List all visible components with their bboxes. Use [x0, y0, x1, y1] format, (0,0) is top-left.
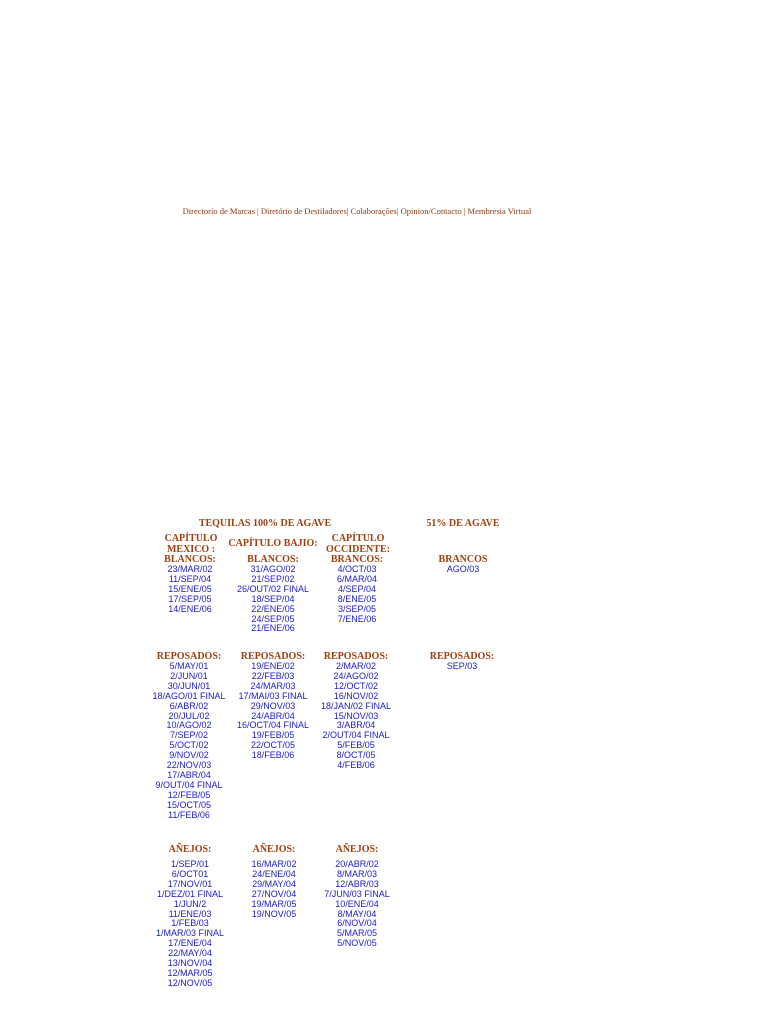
date-link[interactable]: 16/OCT/04 FINAL: [236, 720, 310, 731]
date-link[interactable]: 6/ABR/02: [169, 700, 209, 711]
anejos-occidente-label: AÑEJOS:: [335, 844, 379, 855]
date-link[interactable]: 29/NOV/03: [250, 700, 296, 711]
date-link[interactable]: 5/NOV/05: [337, 938, 377, 949]
date-link[interactable]: 19/MAR/05: [251, 898, 297, 909]
date-link[interactable]: 12/NOV/05: [167, 977, 213, 988]
chapter-bajio-title: CAPÍTULO BAJIO:: [228, 538, 318, 549]
date-link[interactable]: 19/ENE/02: [251, 661, 295, 671]
brancos-occidente-label: BRANCOS:: [330, 554, 384, 565]
date-link[interactable]: 7/ENE/06: [337, 613, 377, 624]
date-link[interactable]: 22/MAY/04: [168, 948, 212, 959]
date-link[interactable]: 16/MAR/02: [251, 859, 297, 869]
date-link[interactable]: 12/MAR/05: [167, 967, 213, 978]
date-link[interactable]: 1/FEB/03: [171, 918, 209, 929]
date-link[interactable]: 2/JUN/01: [170, 670, 208, 681]
date-link[interactable]: 12/OCT/02: [333, 680, 379, 691]
blancos-mexico-label: BLANCOS:: [164, 554, 216, 565]
date-link[interactable]: 21/ENE/06: [251, 623, 295, 634]
date-link[interactable]: 11/FEB/06: [168, 809, 210, 820]
date-link[interactable]: 1/DEZ/01 FINAL: [156, 888, 224, 899]
date-link[interactable]: 22/OCT/05: [250, 740, 296, 751]
date-link[interactable]: 24/MAR/03: [250, 680, 296, 691]
date-link[interactable]: 23/MAR/02: [167, 564, 213, 574]
date-link[interactable]: 1/SEP/01: [170, 859, 210, 869]
date-link[interactable]: 18/JAN/02 FINAL: [320, 700, 392, 711]
date-link[interactable]: 3/ABR/04: [336, 720, 376, 731]
date-link[interactable]: 24/ENE/04: [252, 868, 296, 879]
blancos-bajio-label: BLANCOS:: [247, 554, 299, 565]
chapter-occidente-title: CAPÍTULO OCCIDENTE:: [326, 533, 390, 555]
date-link[interactable]: 17/ENE/04: [168, 938, 212, 949]
date-link[interactable]: 18/FEB/06: [251, 750, 295, 761]
chapter-mexico-title: CAPÍTULO MEXICO :: [164, 533, 218, 555]
date-link[interactable]: 19/NOV/05: [251, 908, 297, 919]
nav-link-diretorio-destiladores[interactable]: Diretório de Destiladores: [260, 206, 347, 216]
date-link[interactable]: 21/SEP/02: [251, 573, 295, 584]
date-link[interactable]: 12/FEB/05: [167, 789, 211, 800]
date-link[interactable]: 6/MAR/04: [336, 573, 378, 584]
nav-link-membresia-virtual[interactable]: Membresia Virtual: [467, 206, 532, 216]
date-link[interactable]: 11/SEP/04: [168, 573, 212, 584]
agave-51-heading: 51% DE AGAVE: [426, 518, 500, 529]
date-link[interactable]: 22/ENE/05: [251, 603, 295, 614]
brancos-51-agave: [403, 554, 523, 575]
date-link[interactable]: 2/OUT/04 FINAL: [322, 730, 390, 741]
date-link[interactable]: 24/AGO/02: [333, 670, 379, 681]
date-link[interactable]: 29/MAY/04: [252, 878, 296, 889]
date-link[interactable]: 9/NOV/02: [169, 750, 209, 761]
nav-link-directorio-marcas[interactable]: Directorio de Marcas: [182, 206, 255, 216]
date-link[interactable]: 6/OCT01: [171, 868, 209, 879]
date-link[interactable]: 15/OCT/05: [166, 799, 212, 810]
column-title-occidente: [298, 533, 418, 555]
date-link[interactable]: 8/OCT/05: [336, 750, 376, 761]
date-link[interactable]: 6/NOV/04: [337, 918, 377, 929]
anejos-occidente: [297, 844, 417, 949]
date-link[interactable]: 17/SEP/05: [168, 593, 212, 604]
date-link[interactable]: 3/SEP/05: [337, 603, 377, 614]
date-link[interactable]: AGO/03: [446, 564, 480, 574]
date-link[interactable]: 1/MAR/03 FINAL: [155, 928, 225, 939]
date-link[interactable]: SEP/03: [446, 661, 478, 671]
date-link[interactable]: 22/NOV/03: [166, 760, 212, 771]
brancos-51-label: BRANCOS: [438, 554, 488, 565]
date-link[interactable]: 15/ENE/05: [168, 583, 212, 594]
date-link[interactable]: 13/NOV/04: [167, 958, 213, 969]
date-link[interactable]: 15/NOV/03: [333, 710, 379, 721]
date-link[interactable]: 20/JUL/02: [168, 710, 210, 721]
reposados-51-agave: [402, 651, 522, 672]
date-link[interactable]: 31/AGO/02: [250, 564, 296, 574]
date-link[interactable]: 26/OUT/02 FINAL: [236, 583, 310, 594]
date-link[interactable]: 8/ENE/05: [337, 593, 377, 604]
date-link[interactable]: 14/ENE/06: [168, 603, 212, 614]
reposados-51-label: REPOSADOS:: [429, 651, 495, 662]
date-link[interactable]: 10/AGO/02: [166, 720, 212, 731]
date-link[interactable]: 4/OCT/03: [337, 564, 377, 574]
date-link[interactable]: 22/FEB/03: [251, 670, 295, 681]
tequilas-100-agave-heading: TEQUILAS 100% DE AGAVE: [198, 518, 332, 529]
blancos-occidente: [297, 554, 417, 624]
date-link[interactable]: 5/MAR/05: [336, 928, 378, 939]
date-link[interactable]: 11/ENE/03: [168, 908, 212, 919]
date-link[interactable]: 24/ABR/04: [251, 710, 295, 721]
date-link[interactable]: 17/MAI/03 FINAL: [238, 690, 308, 701]
date-link[interactable]: 4/FEB/06: [337, 760, 375, 771]
date-link[interactable]: 20/ABR/02: [335, 859, 379, 869]
anejos-bajio-label: AÑEJOS:: [252, 844, 296, 855]
date-link[interactable]: 5/OCT/02: [169, 740, 209, 751]
date-link[interactable]: 4/SEP/04: [337, 583, 377, 594]
nav-link-colaboracoes[interactable]: Colaborações: [350, 206, 397, 216]
date-link[interactable]: 16/NOV/02: [333, 690, 379, 701]
anejos-mexico-label: AÑEJOS:: [168, 844, 212, 855]
date-link[interactable]: 8/MAR/03: [336, 868, 378, 879]
date-link[interactable]: 8/MAY/04: [337, 908, 377, 919]
date-link[interactable]: 18/AGO/01 FINAL: [152, 690, 226, 701]
reposados-bajio-label: REPOSADOS:: [240, 651, 306, 662]
date-link[interactable]: 12/ABR/03: [335, 878, 379, 889]
date-link[interactable]: 19/FEB/05: [251, 730, 295, 741]
date-link[interactable]: 27/NOV/04: [251, 888, 297, 899]
date-link[interactable]: 10/ENE/04: [335, 898, 379, 909]
reposados-occidente-label: REPOSADOS:: [323, 651, 389, 662]
date-link[interactable]: 18/SEP/04: [251, 593, 295, 604]
reposados-occidente: [296, 651, 416, 771]
date-link[interactable]: 9/OUT/04 FINAL: [155, 779, 223, 790]
reposados-mexico-label: REPOSADOS:: [156, 651, 222, 662]
date-link[interactable]: 5/FEB/05: [337, 740, 375, 751]
date-link[interactable]: 24/SEP/05: [251, 613, 295, 624]
date-link[interactable]: 1/JUN/2: [173, 898, 207, 909]
date-link[interactable]: 7/JUN/03 FINAL: [324, 888, 390, 899]
nav-link-opinion-contacto[interactable]: Opinion/Contacto: [400, 206, 462, 216]
date-link[interactable]: 30/JUN/01: [167, 680, 211, 691]
date-link[interactable]: 7/SEP/02: [169, 730, 209, 741]
date-link[interactable]: 2/MAR/02: [335, 661, 377, 671]
date-link[interactable]: 17/NOV/01: [167, 878, 213, 889]
date-link[interactable]: 5/MAY/01: [169, 661, 209, 671]
top-navigation: Directorio de Marcas | Diretório de Destiladores| Colaborações| Opinion/Contacto | Membresia Virtual: [182, 206, 532, 216]
date-link[interactable]: 17/ABR/04: [167, 769, 211, 780]
